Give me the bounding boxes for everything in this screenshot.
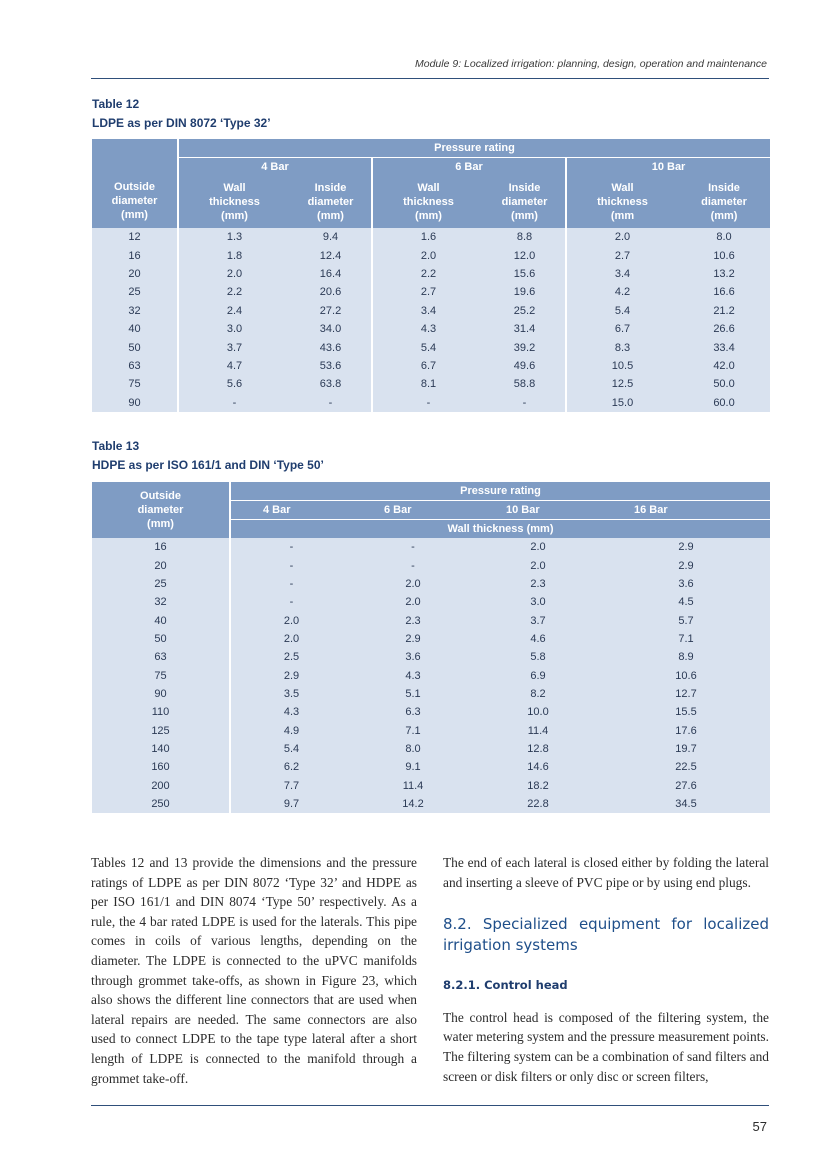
table-cell: 63.8	[290, 375, 372, 393]
table-cell: 7.1	[602, 630, 770, 648]
table-cell: 7.7	[230, 776, 352, 794]
table-cell: -	[230, 575, 352, 593]
table13-bar-4: 4 Bar	[230, 501, 352, 520]
table12-row	[92, 357, 770, 375]
table13-row	[92, 795, 770, 813]
table-cell: 75	[92, 375, 178, 393]
table12-row	[92, 320, 770, 338]
table13-bar-6: 6 Bar	[352, 501, 474, 520]
table-cell: -	[372, 394, 484, 412]
table13-row	[92, 648, 770, 666]
table12-body	[92, 228, 770, 412]
table-cell: -	[230, 538, 352, 556]
table-cell: 3.6	[602, 575, 770, 593]
table-cell: 4.6	[474, 630, 602, 648]
table-cell: 9.7	[230, 795, 352, 813]
table-cell: 5.4	[566, 302, 678, 320]
table-cell: -	[484, 394, 566, 412]
table12	[92, 139, 770, 412]
table-cell: 34.0	[290, 320, 372, 338]
table-cell: 9.4	[290, 228, 372, 246]
table-cell: 15.6	[484, 265, 566, 283]
table-cell: 32	[92, 593, 230, 611]
table-cell: 2.0	[352, 575, 474, 593]
table-cell: 4.3	[352, 666, 474, 684]
table13-row	[92, 575, 770, 593]
table-cell: 27.2	[290, 302, 372, 320]
table12-row	[92, 375, 770, 393]
table-cell: 31.4	[484, 320, 566, 338]
table-cell: 8.8	[484, 228, 566, 246]
table-cell: -	[352, 556, 474, 574]
table-cell: 2.2	[178, 283, 290, 301]
table-cell: 12.7	[602, 685, 770, 703]
table-cell: 12.4	[290, 246, 372, 264]
table12-label: Table 12	[92, 97, 140, 111]
table-cell: 12.5	[566, 375, 678, 393]
table-cell: 63	[92, 648, 230, 666]
table-cell: 5.4	[230, 740, 352, 758]
table13-bar-10: 10 Bar	[474, 501, 602, 520]
table-cell: 60.0	[678, 394, 770, 412]
table-cell: 2.3	[474, 575, 602, 593]
table-cell: 6.7	[372, 357, 484, 375]
table-cell: 5.1	[352, 685, 474, 703]
table13-label: Table 13	[92, 439, 140, 453]
table-cell: 2.0	[178, 265, 290, 283]
table-cell: 2.3	[352, 611, 474, 629]
table-cell: 8.3	[566, 338, 678, 356]
table-cell: 4.9	[230, 721, 352, 739]
table-cell: 1.3	[178, 228, 290, 246]
table-cell: 90	[92, 685, 230, 703]
table-cell: 33.4	[678, 338, 770, 356]
table-cell: 15.0	[566, 394, 678, 412]
table-cell: 2.0	[230, 611, 352, 629]
table13-row	[92, 630, 770, 648]
table13-row	[92, 666, 770, 684]
table-cell: 14.2	[352, 795, 474, 813]
table-cell: 4.2	[566, 283, 678, 301]
table-cell: 160	[92, 758, 230, 776]
table13-row	[92, 703, 770, 721]
left-paragraph: Tables 12 and 13 provide the dimensions and the pressure ratings of LDPE as per DIN 8072 ‘Type 32’ and HDPE as per ISO 161/1 and DIN 8074 ‘Type 50’ respectively. As a rule, the 4 bar rated LDPE is used for the laterals. This pipe comes in coils of various lengths, depending on the diameter. The LDPE is connected to the uPVC manifolds through grommet take-offs, as shown in Figure 23, which also shows the different line connectors that are used when lateral repairs are needed. The same connectors are also used to connect LDPE to the tape type lateral after a short length of LDPE is connected to the manifold through a grommet take-off.	[91, 855, 417, 1086]
table-cell: 200	[92, 776, 230, 794]
table12-wall-10: Wall thickness (mm	[566, 176, 678, 228]
table-cell: 40	[92, 320, 178, 338]
left-column	[91, 853, 417, 1088]
table13-title: HDPE as per ISO 161/1 and DIN ‘Type 50’	[92, 458, 324, 472]
table-cell: 5.8	[474, 648, 602, 666]
table-cell: 2.0	[474, 556, 602, 574]
table13-caption	[92, 437, 324, 475]
table-cell: 16	[92, 246, 178, 264]
header-rule	[91, 78, 769, 79]
table12-bar-10: 10 Bar	[566, 158, 770, 177]
table-cell: 250	[92, 795, 230, 813]
table-cell: 15.5	[602, 703, 770, 721]
table-cell: 42.0	[678, 357, 770, 375]
table12-row	[92, 338, 770, 356]
table-cell: 11.4	[474, 721, 602, 739]
table12-pressure-rating: Pressure rating	[178, 139, 770, 158]
table12-row	[92, 394, 770, 412]
section-heading: 8.2. Specialized equipment for localized irrigation systems	[443, 915, 769, 955]
table-cell: 4.7	[178, 357, 290, 375]
table-cell: 2.7	[372, 283, 484, 301]
table12-inside-6: Inside diameter (mm)	[484, 176, 566, 228]
table-cell: -	[352, 538, 474, 556]
table-cell: 6.9	[474, 666, 602, 684]
table-cell: 2.0	[474, 538, 602, 556]
table-cell: 125	[92, 721, 230, 739]
table13-row	[92, 685, 770, 703]
table-cell: 17.6	[602, 721, 770, 739]
table-cell: 1.8	[178, 246, 290, 264]
table-cell: 2.5	[230, 648, 352, 666]
table-cell: -	[178, 394, 290, 412]
table-cell: 20	[92, 265, 178, 283]
table-cell: 140	[92, 740, 230, 758]
table-cell: 20.6	[290, 283, 372, 301]
right-paragraph-2: The control head is composed of the filtering system, the water metering system and the pressure measurement points. The filtering system can be a combination of sand filters and screen or disk filters or only disc or screen filters,	[443, 1009, 769, 1084]
right-paragraph-1: The end of each lateral is closed either by folding the lateral and inserting a sleeve of PVC pipe or by using end plugs.	[443, 855, 769, 890]
table-cell: 6.7	[566, 320, 678, 338]
table-cell: 3.5	[230, 685, 352, 703]
table-cell: 2.4	[178, 302, 290, 320]
table-cell: 2.0	[230, 630, 352, 648]
table-cell: 2.0	[566, 228, 678, 246]
table13-row	[92, 721, 770, 739]
table-cell: 50.0	[678, 375, 770, 393]
footer-rule	[91, 1105, 769, 1106]
table12-wall-6: Wall thickness (mm)	[372, 176, 484, 228]
table13-od-header: Outside diameter (mm)	[92, 482, 230, 538]
table-cell: 10.0	[474, 703, 602, 721]
table12-inside-4: Inside diameter (mm)	[290, 176, 372, 228]
table-cell: 26.6	[678, 320, 770, 338]
table-cell: 63	[92, 357, 178, 375]
table-cell: 2.9	[602, 556, 770, 574]
table-cell: 3.0	[474, 593, 602, 611]
table-cell: 5.6	[178, 375, 290, 393]
table-cell: 3.7	[178, 338, 290, 356]
table-cell: 10.5	[566, 357, 678, 375]
table-cell: 16.6	[678, 283, 770, 301]
table-cell: 3.4	[372, 302, 484, 320]
table-cell: 58.8	[484, 375, 566, 393]
table13-wall-thickness: Wall thickness (mm)	[230, 520, 770, 539]
table-cell: 90	[92, 394, 178, 412]
table-cell: 11.4	[352, 776, 474, 794]
table-cell: 40	[92, 611, 230, 629]
table-cell: 53.6	[290, 357, 372, 375]
table-cell: 2.0	[372, 246, 484, 264]
table-cell: 7.1	[352, 721, 474, 739]
table-cell: 22.5	[602, 758, 770, 776]
table-cell: -	[230, 593, 352, 611]
table-cell: 8.0	[678, 228, 770, 246]
table-cell: 1.6	[372, 228, 484, 246]
table-cell: 3.6	[352, 648, 474, 666]
table12-od-header: Outside diameter (mm)	[92, 139, 178, 228]
table-cell: 14.6	[474, 758, 602, 776]
table-cell: 10.6	[678, 246, 770, 264]
table-cell: 25	[92, 283, 178, 301]
table13-pressure-rating: Pressure rating	[230, 482, 770, 501]
table12-row	[92, 283, 770, 301]
table-cell: 50	[92, 630, 230, 648]
table-cell: 6.3	[352, 703, 474, 721]
table13-body	[92, 538, 770, 813]
table-cell: 22.8	[474, 795, 602, 813]
table-cell: 2.9	[352, 630, 474, 648]
running-header: Module 9: Localized irrigation: planning, design, operation and maintenance	[415, 58, 767, 70]
table-cell: 2.7	[566, 246, 678, 264]
table12-bar-4: 4 Bar	[178, 158, 372, 177]
table12-bar-6: 6 Bar	[372, 158, 566, 177]
table-cell: -	[290, 394, 372, 412]
table-cell: 9.1	[352, 758, 474, 776]
table-cell: 8.9	[602, 648, 770, 666]
table12-row	[92, 265, 770, 283]
table-cell: 32	[92, 302, 178, 320]
table-cell: 16	[92, 538, 230, 556]
table-cell: 12.8	[474, 740, 602, 758]
page-number: 57	[752, 1119, 767, 1134]
table-cell: 19.6	[484, 283, 566, 301]
table-cell: 2.0	[352, 593, 474, 611]
table-cell: 12.0	[484, 246, 566, 264]
table13-row	[92, 776, 770, 794]
table-cell: 34.5	[602, 795, 770, 813]
table-cell: 3.7	[474, 611, 602, 629]
table13-row	[92, 593, 770, 611]
table13-row	[92, 758, 770, 776]
table-cell: 18.2	[474, 776, 602, 794]
table12-row	[92, 302, 770, 320]
table-cell: 8.0	[352, 740, 474, 758]
table-cell: 13.2	[678, 265, 770, 283]
table-cell: 10.6	[602, 666, 770, 684]
table-cell: 110	[92, 703, 230, 721]
table-cell: 2.9	[602, 538, 770, 556]
table13	[92, 482, 770, 813]
table-cell: 20	[92, 556, 230, 574]
table-cell: 12	[92, 228, 178, 246]
table13-row	[92, 538, 770, 556]
table12-row	[92, 246, 770, 264]
table-cell: 21.2	[678, 302, 770, 320]
table-cell: 3.4	[566, 265, 678, 283]
table-cell: 8.1	[372, 375, 484, 393]
table-cell: 19.7	[602, 740, 770, 758]
table-cell: 50	[92, 338, 178, 356]
table-cell: 49.6	[484, 357, 566, 375]
table12-row	[92, 228, 770, 246]
table13-row	[92, 740, 770, 758]
table-cell: 2.2	[372, 265, 484, 283]
table-cell: 5.4	[372, 338, 484, 356]
table12-inside-10: Inside diameter (mm)	[678, 176, 770, 228]
table13-bar-16: 16 Bar	[602, 501, 770, 520]
table-cell: 6.2	[230, 758, 352, 776]
table13-row	[92, 611, 770, 629]
table-cell: 4.5	[602, 593, 770, 611]
table-cell: 5.7	[602, 611, 770, 629]
right-column	[443, 853, 769, 1086]
table12-caption	[92, 95, 271, 133]
table-cell: 4.3	[230, 703, 352, 721]
table-cell: 16.4	[290, 265, 372, 283]
table-cell: 25	[92, 575, 230, 593]
table-cell: 4.3	[372, 320, 484, 338]
table-cell: 75	[92, 666, 230, 684]
table-cell: 27.6	[602, 776, 770, 794]
table-cell: 8.2	[474, 685, 602, 703]
subsection-heading: 8.2.1. Control head	[443, 978, 568, 993]
table-cell: 25.2	[484, 302, 566, 320]
table-cell: 2.9	[230, 666, 352, 684]
table-cell: -	[230, 556, 352, 574]
table13-row	[92, 556, 770, 574]
table12-wall-4: Wall thickness (mm)	[178, 176, 290, 228]
table12-title: LDPE as per DIN 8072 ‘Type 32’	[92, 116, 271, 130]
table-cell: 3.0	[178, 320, 290, 338]
table-cell: 39.2	[484, 338, 566, 356]
table-cell: 43.6	[290, 338, 372, 356]
